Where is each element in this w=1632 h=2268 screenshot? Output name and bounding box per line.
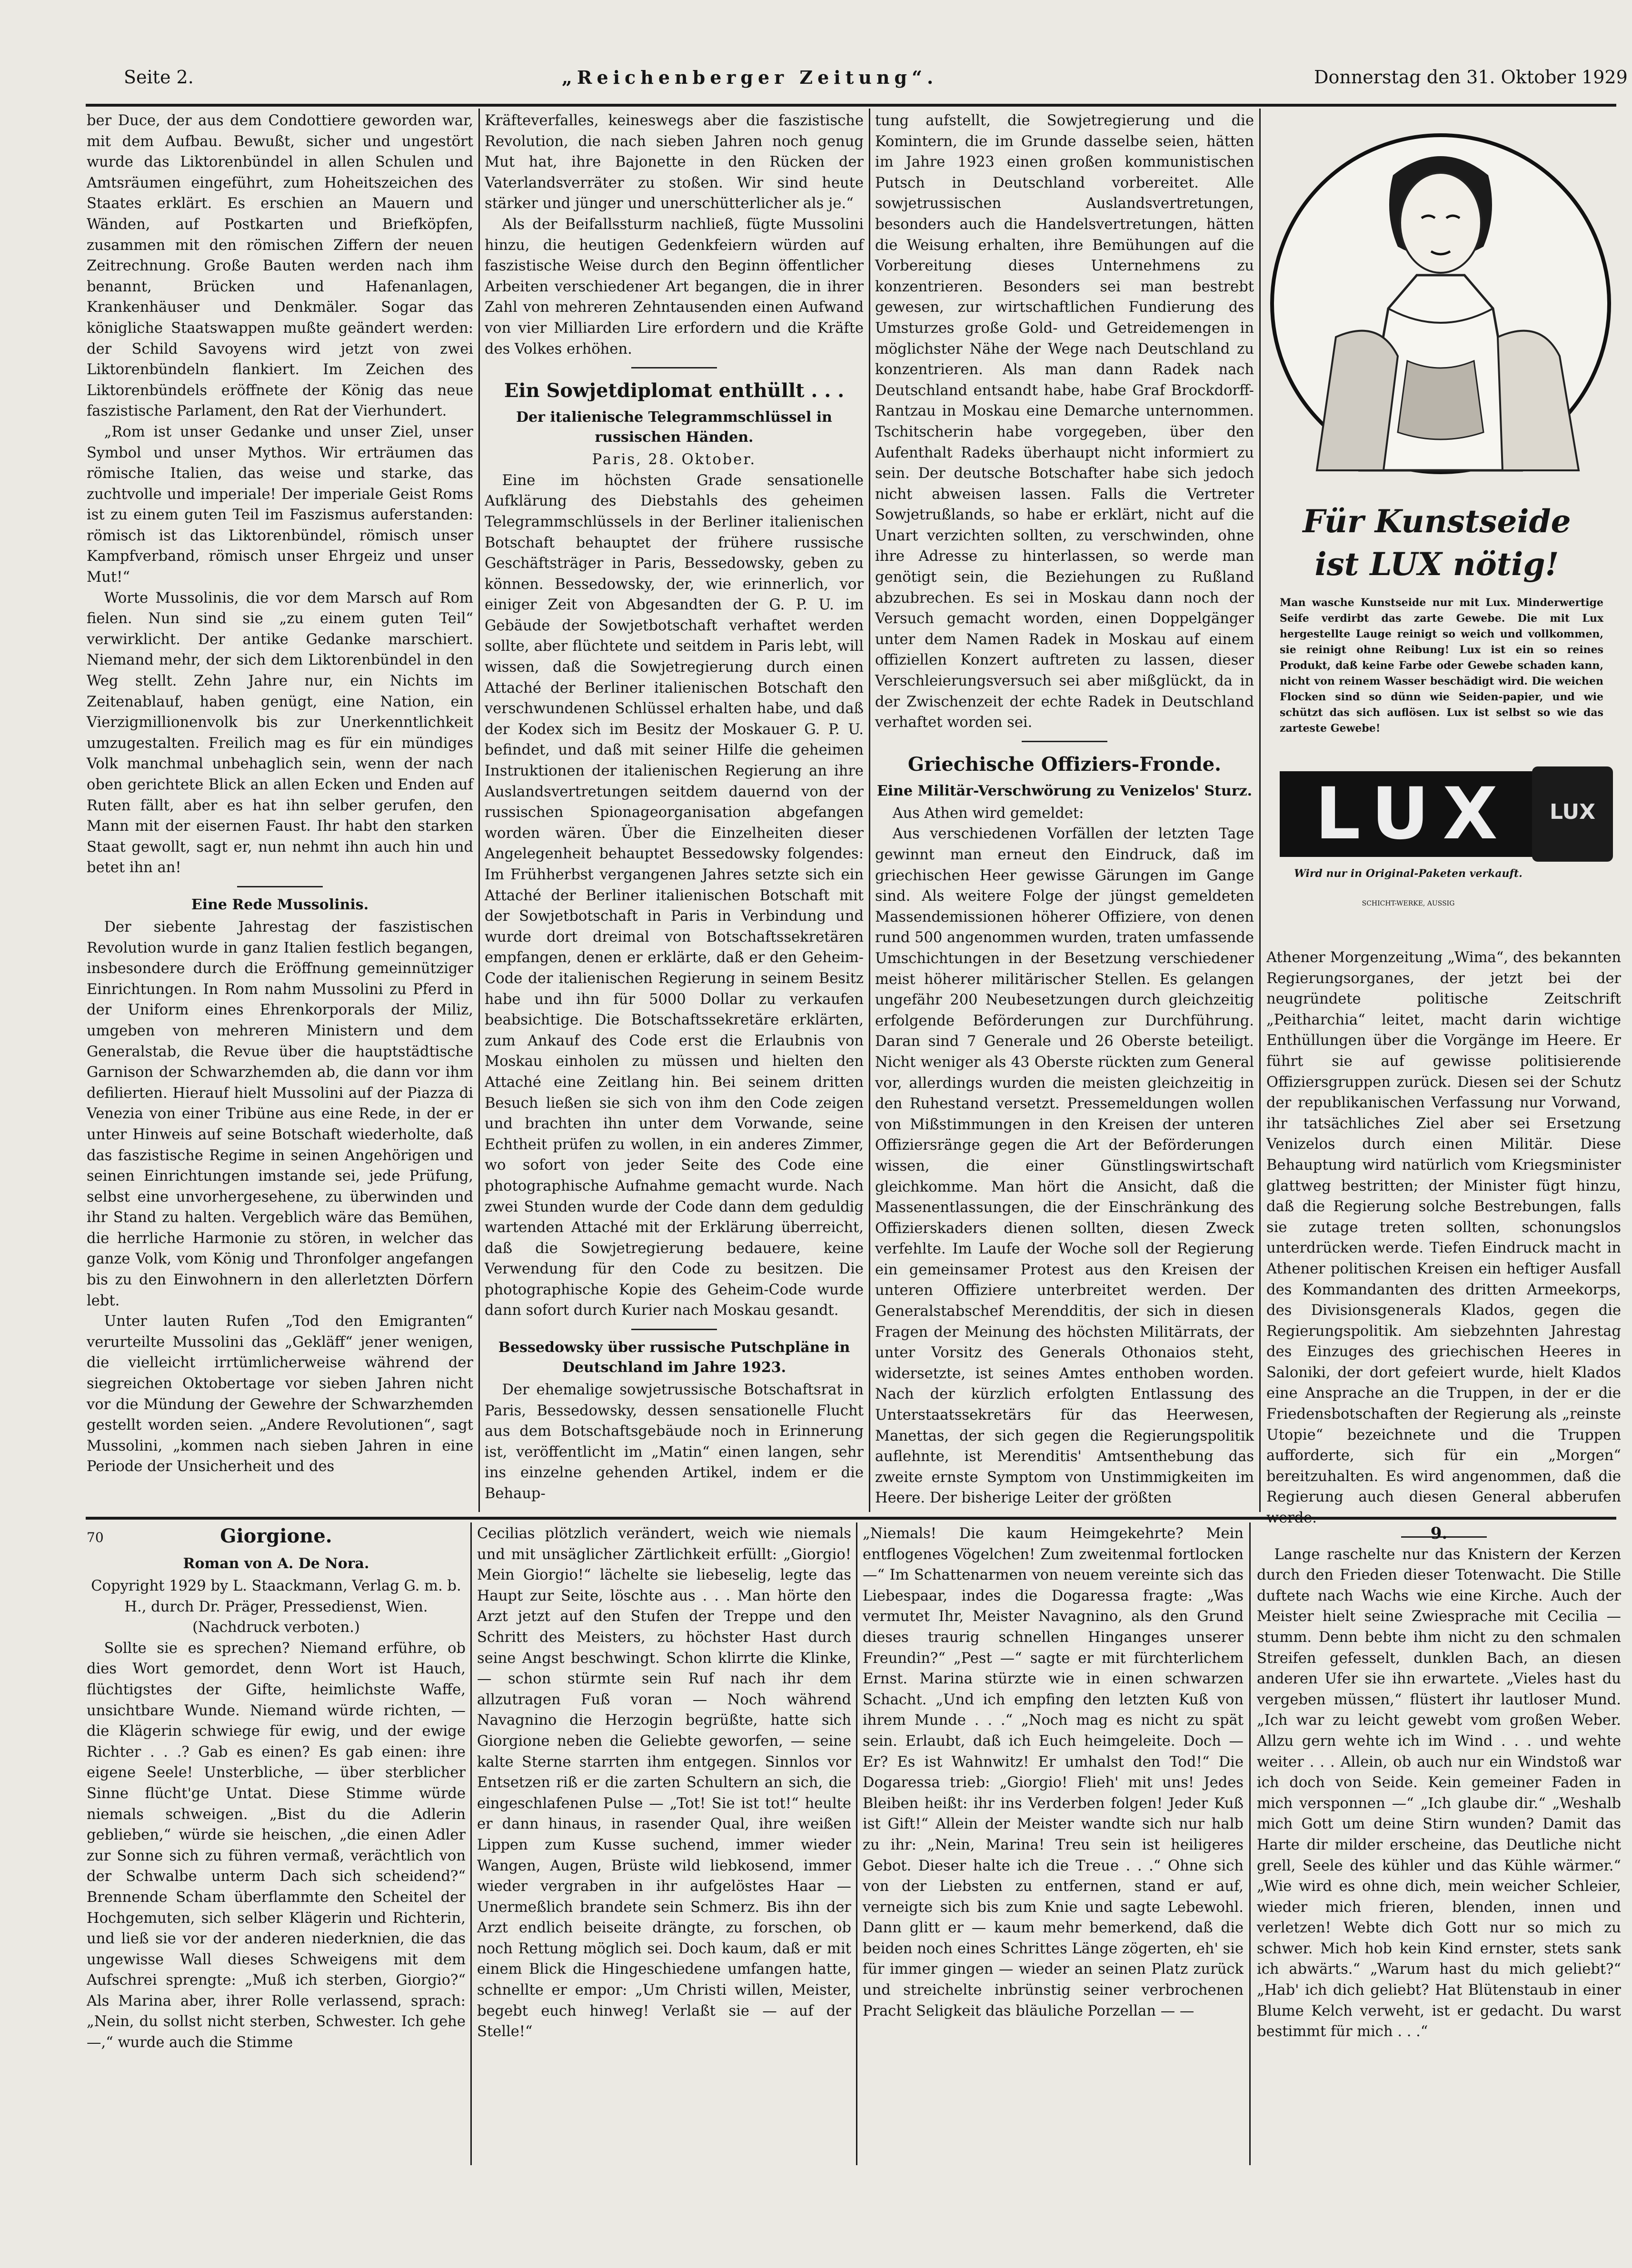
newspaper-title: „Reichenberger Zeitung“. xyxy=(562,67,938,88)
novel-title: Giorgione. xyxy=(220,1525,332,1547)
woman-illustration-icon xyxy=(1274,137,1607,470)
column-rule xyxy=(470,1522,472,2165)
feuilleton-column-3 xyxy=(863,1523,1244,2165)
column-rule xyxy=(478,109,480,1512)
paragraph: Als der Beifallssturm nachließ, fügte Mussolini hinzu, die heutigen Gedenkfeiern würden auf faszistische Weise durch den Beginn öffentlicher Arbeiten verschiedener Art begangen, die in ihrer Zahl von mehreren Zehntausenden einen Aufwand von vier Milliarden Lire erfordern und die Kräfte des Volkes erhöhen. xyxy=(485,216,864,358)
section-divider xyxy=(1022,741,1107,742)
feuilleton-column-4 xyxy=(1257,1523,1621,2165)
paragraph: Athener Morgenzeitung „Wima“, des bekannten Regierungsorganes, der jetzt bei der neugründete politische Zeitschrift „Peitharchia“ leitet, macht darin wichtige Enthüllungen über die Vorgänge im Heere. Er führt sie auf gewisse politisierende Offiziersgruppen zurück. Diesen sei der Schutz der republikanischen Verfassung nur Vorwand, ihr tatsächliches Ziel aber sei Ersetzung Venizelos durch einen Militär. Diese Behauptung wird natürlich vom Kriegsminister glattweg bestritten; der Minister fügt hinzu, daß die Regierung solche Bestrebungen, falls sie zutage treten sollten, schonungslos unterdrücken werde. Tiefen Eindruck macht in Athener politischen Kreisen ein heftiger Ausfall des Kommandanten des dritten Armeekorps, des Divisionsgenerals Klados, gegen die Regierungspolitik. Am siebzehnten Jahrestag des Einzuges des griechischen Heeres in Saloniki, der dort gefeiert wurde, hielt Klados eine Ansprache an die Truppen, in der er die Friedensbotschaften der Regierung als „reinste Utopie“ bezeichnete und die Truppen aufforderte, sich für ein „Morgen“ bereitzuhalten. Es wird angenommen, daß die Regierung auch diesen General abberufen werde. xyxy=(1266,949,1621,1527)
feuilleton-title-row xyxy=(87,1523,466,1552)
novel-text: Sollte sie es sprechen? Niemand erführe, ob dies Wort gemordet, denn Wort ist Hauch, flüchtigstes der Gifte, heimlichste Waffe, unsichtbare Wunde. Niemand würde richten, — die Klägerin schwiege für ewig, und der ewige Richter . . .? Gab es einen? Es gab einen: ihre eigene Seele! Unsterbliche, — über sterblicher Sinne flücht'ge Untat. Diese Stimme würde niemals schweigen. „Bist du die Adlerin geblieben,“ würde sie heischen, „die einen Adler zur Sonne sich zu führen vermaß, verächtlich von der Schwalbe unterm Dach sich scheidend?“ Brennende Scham überflammte den Scheitel der Hochgemuten, sich selber Klägerin und Richterin, und ließ sie vor der anderen niederknien, die das ungewisse Wall dieses Schweigens mit dem Aufschrei sprengte: „Muß ich sterben, Giorgio?“ Als Marina aber, ihrer Rolle verlassend, sprach: „Nein, du sollst nicht sterben, Schwester. Ich gehe —,“ wurde auch die Stimme xyxy=(87,1640,466,2051)
column-rule xyxy=(856,1522,857,2165)
advert-footer: Wird nur in Original-Paketen verkauft. xyxy=(1294,867,1523,880)
column-rule xyxy=(869,109,870,1512)
paragraph: Der siebente Jahrestag der faszistischen Revolution wurde in ganz Italien festlich begangen, insbesondere durch die Eröffnung gemeinnütziger Einrichtungen. In Rom nahm Mussolini zu Pferd in der Uniform eines Ehrenkorporals der Miliz, umgeben von mehreren Ministern und dem Generalstab, die Revue über die hauptstädtische Garnison der Schwarzhemden ab, die dann vor ihm defilierten. Hierauf hielt Mussolini auf der Piazza di Venezia von einer Tribüne aus eine Rede, in der er unter Hinweis auf seine Botschaft wiederholte, daß das faszistische Regime in seinen Angehörigen und seinen Einrichtungen imstande sei, jede Prüfung, selbst eine unvorhergesehene, zu überwinden und ihr Stand zu halten. Vergeblich wäre das Bemühen, die herrliche Harmonie zu stören, in welcher das ganze Volk, vom König und Thronfolger angefangen bis zu den Einwohnern in den allerletzten Dörfern lebt. xyxy=(87,918,473,1309)
article-headline: Ein Sowjetdiplomat enthüllt . . . xyxy=(504,379,845,402)
paragraph: ber Duce, der aus dem Condottiere geworden war, mit dem Aufbau. Bewußt, sicher und ungestört wurde das Liktorenbündel in allen Schulen und Amtsräumen eingeführt, zum Hoheitszeichen des Staates erklärt. Es erschien an Mauern und Wänden, auf Postkarten und Briefköpfen, zusammen mit den römischen Ziffern der neuen Zeitrechnung. Große Bauten werden nach ihm benannt, Brücken und Hafenanlagen, Krankenhäuser und Denkmäler. Sogar das königliche Staatswappen mußte geändert werden: der Schild Savoyens wird jetzt von zwei Liktorenbündeln flankiert. Im Zeichen des Liktorenbündels eröffnete der König das neue faszistische Parlament, den Rat der Vierhundert. xyxy=(87,112,473,420)
quote-paragraph: „Rom ist unser Gedanke und unser Ziel, unser Symbol und unser Mythos. Wir erträumen das römische Italien, das weise und starke, das zuchtvolle und imperiale! Der imperiale Geist Roms ist zu einem guten Teil im Faszismus auferstanden: römisch ist das Liktorenbündel, römisch unser Kampfverband, römisch unser Ehrgeiz und unser Mut!“ xyxy=(87,423,473,586)
section-divider xyxy=(237,886,323,887)
reprint-notice: (Nachdruck verboten.) xyxy=(192,1619,360,1636)
advert-headline xyxy=(1261,500,1613,586)
page-number: Seite 2. xyxy=(124,67,194,88)
paragraph: Kräfteverfalles, keineswegs aber die faszistische Revolution, die nach sieben Jahren noch genug Mut hat, ihre Bajonette in den Rücken der Vaterlandsverräter zu stoßen. Wir sind heute stärker und jünger und unerschütterlicher als je.“ xyxy=(485,112,864,212)
page-header xyxy=(0,67,1632,100)
article-column-2 xyxy=(485,110,864,1513)
copyright-note: Copyright 1929 by L. Staackmann, Verlag G. m. b. H., durch Dr. Präger, Pressedienst, Wien. xyxy=(91,1578,461,1615)
lux-package-label: LUX xyxy=(1549,800,1596,824)
article-subheadline: Eine Militär-Verschwörung zu Venizelos' Sturz. xyxy=(876,782,1253,799)
lux-logo: LUX xyxy=(1280,771,1546,857)
column-rule xyxy=(1249,1522,1251,2165)
novel-text: Lange raschelte nur das Knistern der Kerzen durch den Frieden dieser Totenwacht. Die Stille duftete nach Wachs wie eine Kirche. Auch der Meister hielt seine Zwiesprache mit Cecilia — stumm. Denn bebte ihm nicht zu den schmalen Streifen gefesselt, dunklen Bach, an diesen anderen Ufer sie ihn erwartete. „Vieles hast du vergeben müssen,“ flüstert ihr lautloser Mund. „Ich war zu leicht gewebt vom großen Weber. Allzu gern wehte ich im Wind . . . und wehte weiter . . . Allein, ob auch nur ein Windstoß war ich doch von Seide. Kein gemeiner Faden in mich versponnen —“ „Ich glaube dir.“ „Weshalb mich Gott um deine Stirn wunden? Damit das Harte dir milder erscheine, das Deutliche nicht grell, Seele des kühler und das Kühle wärmer.“ „Wie wird es ohne dich, mein weicher Schleier, wieder mich frieren, blenden, innen und verletzen! Webte dich Gott nur so mich zu schwer. Mich hob kein Kind ernster, stets sank ich abwärts.“ „Warum hast du mich geliebt?“ „Hab' ich dich geliebt? Hat Blütenstaub in einer Blume Kelch verweht, ist er gedacht. Du warst bestimmt für mich . . .“ xyxy=(1257,1546,1621,2040)
lux-package-icon xyxy=(1532,766,1613,862)
installment-number: 70 xyxy=(87,1530,104,1545)
article-column-4 xyxy=(1266,947,1621,1527)
section-heading: Bessedowsky über russische Putschpläne in Deutschland im Jahre 1923. xyxy=(498,1339,850,1376)
feuilleton-column-2 xyxy=(477,1523,851,2165)
issue-date: Donnerstag den 31. Oktober 1929 xyxy=(1314,67,1628,88)
advert-illustration xyxy=(1270,133,1611,474)
advert-manufacturer: SCHICHT-WERKE, AUSSIG xyxy=(1362,900,1455,907)
novel-byline: Roman von A. De Nora. xyxy=(183,1555,369,1572)
paragraph: Eine im höchsten Grade sensationelle Aufklärung des Diebstahls des geheimen Telegrammschlüssels in der Berliner italienischen Botschaft behauptet der frühere russische Geschäftsträger in Paris, Bessedowsky, geben zu können. Bessedowsky, der, wie erinnerlich, vor einiger Zeit von Abgesandten der G. P. U. im Gebäude der Sowjetbotschaft verhaftet werden sollte, aber flüchtete und seitdem in Paris lebt, will wissen, daß die Sowjetregierung durch einen Attaché der Berliner italienischen Botschaft den verschwundenen Schlüssel erhalten habe, und daß der Kodex sich im Besitz der Moskauer G. P. U. befindet, und daß mit seiner Hilfe die geheimen Instruktionen der italienischen Regierung an ihre Auslandsvertretungen seitdem dauernd von der russischen Spionageorganisation abgefangen worden wären. Über die Einzelheiten dieser Angelegenheit behauptet Bessedowsky folgendes: Im Frühherbst vergangenen Jahres setzte sich ein Attaché der Berliner italienischen Botschaft mit der Sowjetbotschaft in Paris in Verbindung und wurde dort dreimal von Botschaftssekretären empfangen, denen er erklärte, daß er den Geheim-Code der italienischen Regierung in seinem Besitz habe und ihn für 5000 Dollar zu verkaufen beabsichtige. Die Botschaftssekretäre erklärten, zum Ankauf des Code erst die Erlaubnis von Moskau einholen zu müssen und hielten den Attaché eine Zeitlang hin. Bei seinem dritten Besuch ließen sie sich von ihm den Code zeigen und brachten ihn unter dem Vorwande, seine Echtheit prüfen zu wollen, in ein anderes Zimmer, wo sofort von jeder Seite des Code eine photographische Aufnahme gemacht wurde. Nach zwei Stunden wurde der Code dann dem geduldig wartenden Attaché mit der Erklärung überreicht, daß die Sowjetregierung bedauere, keine Verwendung für den Code zu besitzen. Die photographische Kopie des Geheim-Code wurde dann sofort durch Kurier nach Moskau gesandt. xyxy=(485,472,864,1319)
article-headline: Griechische Offiziers-Fronde. xyxy=(907,753,1222,776)
advert-headline-line-2: ist LUX nötig! xyxy=(1314,546,1559,583)
dateline: Paris, 28. Oktober. xyxy=(592,451,756,468)
advert-headline-line-1: Für Kunstseide xyxy=(1303,503,1571,540)
section-divider xyxy=(631,367,717,368)
novel-text: „Niemals! Die kaum Heimgekehrte? Mein entflogenes Vögelchen! Zum zweitenmal fortlocken —“ Im Schattenarmen von neuem vereinte sich das Liebespaar, indes die Dogaressa fragte: „Was vermutet Ihr, Meister Navagnino, als den Grund dieses traurig schnellen Hinganges unserer Freundin?“ „Pest —“ sagte er mit fürchterlichem Ernst. Marina stürzte wie in einen schwarzen Schacht. „Und ich empfing den letzten Kuß von ihrem Munde . . .“ „Noch mag es nicht zu spät sein. Erlaubt, daß ich Euch heimgeleite. Doch — Er? Es ist Wahnwitz! Er umhalst den Tod!“ Die Dogaressa trieb: „Giorgio! Flieh' mit uns! Jedes Bleiben heißt: ihr ins Verderben folgen! Jeder Kuß ist Gift!“ Allein der Meister wandte sich nur halb zu ihr: „Nein, Marina! Treu sein ist heiligeres Gebot. Dieser halte ich die Treue . . .“ Ohne sich von der Liebsten zu entfernen, stand er auf, verneigte sich bis zum Knie und sagte Lebewohl. Dann glitt er — kaum mehr bemerkend, daß die beiden noch eines Schrittes Länge zögerten, eh' sie für immer gingen — wieder an seinen Platz zurück und streichelte inbrünstig seiner verbrochenen Pracht Seligkeit das bläuliche Porzellan — — xyxy=(863,1525,1244,2019)
paragraph: Der ehemalige sowjetrussische Botschaftsrat in Paris, Bessedowsky, dessen sensationelle Flucht aus dem Botschaftsgebäude noch in Erinnerung ist, veröffentlicht im „Matin“ einen langen, sehr ins einzelne gehenden Artikel, indem er die Behaup- xyxy=(485,1382,864,1502)
article-subheadline: Der italienische Telegrammschlüssel in russischen Händen. xyxy=(516,409,832,446)
article-column-3 xyxy=(875,110,1254,1513)
lux-advertisement xyxy=(1261,105,1613,933)
advert-body: Man wasche Kunstseide nur mit Lux. Minderwertige Seife verdirbt das zarte Gewebe. Die mit Lux hergestellte Lauge reinigt so weich und vollkommen, sie reinigt ohne Reibung! Lux ist ein so reines Produkt, daß keine Farbe oder Gewebe schaden kann, nicht von reinem Wasser beschädigt wird. Die weichen Flocken sind so dünn wie Seiden-papier, und wie schützt das sich auflösen. Lux ist selbst so wie das zarteste Gewebe! xyxy=(1280,597,1603,735)
paragraph: Worte Mussolinis, die vor dem Marsch auf Rom fielen. Nun sind sie „zu einem guten Teil“ verwirklicht. Der antike Gedanke marschiert. Niemand mehr, der sich dem Liktorenbündel in den Weg stellt. Zehn Jahre nur, ein Nichts im Zeitenablauf, haben genügt, eine Nation, ein Vierzigmillionenvolk bis zur Unerkenntlichkeit umzugestalten. Freilich mag es für ein mündiges Volk manchmal unbehaglich sein, wenn der nach oben gerichtete Blick an allen Ecken und Enden auf Ruten fällt, aber es hat ihn selber gerufen, den Mann mit der eisernen Faust. Ihr habt den starken Staat gewollt, sagt er, nun nehmt ihn auch hin und betet ihn an! xyxy=(87,589,473,876)
article-column-1 xyxy=(87,110,473,1513)
feuilleton-column-1 xyxy=(87,1523,466,2165)
paragraph: tung aufstellt, die Sowjetregierung und die Komintern, die im Grunde dasselbe seien, hätten im Jahre 1923 einen großen kommunistischen Putsch in Deutschland vorbereitet. Alle sowjetrussischen Auslandsvertretungen, besonders auch die Handelsvertretungen, hätten die Weisung erhalten, ihre Bemühungen auf die Vorbereitung dieses Unternehmens zu konzentrieren. Besonders sei man bestrebt gewesen, zur wirtschaftlichen Fundierung des Umsturzes große Gold- und Getreidemengen in möglichster Nähe der Wege nach Deutschland zu konzentrieren. Als man dann Radek nach Deutschland entsandt habe, habe Graf Brockdorff-Rantzau in Moskau eine Demarche unternommen. Tschitscherin habe vorgegeben, über den Aufenthalt Radeks überhaupt nicht informiert zu sein. Der deutsche Botschafter habe sich jedoch nicht abweisen lassen. Falls die Vertreter Sowjetrußlands, so habe er erklärt, nicht auf die Unart verzichten sollten, zu verschwinden, ohne ihre Adresse zu hinterlassen, so werde man genötigt sein, die Beziehungen zu Rußland abzubrechen. Es sei in Moskau dann noch der Versuch gemacht worden, einen Doppelgänger unter dem Namen Radek in Moskau auf einem offiziellen Konzert auftreten zu lassen, dieser Verschleierungsversuch sei aber mißglückt, da in der Zwischenzeit der echte Radek in Deutschland verhaftet worden sei. xyxy=(875,112,1254,731)
chapter-number: 9. xyxy=(1430,1524,1448,1543)
paragraph: Aus verschiedenen Vorfällen der letzten Tage gewinnt man erneut den Eindruck, daß im griechischen Heer gewisse Gärungen im Gange sind. Als weitere Folge der jüngst gemeldeten Massendemissionen höherer Offiziere, von denen rund 500 angenommen wurden, traten umfassende Umschichtungen in der Besetzung verschiedener meist höherer militärischer Stellen. Es gelangen ungefähr 200 Neubesetzungen durch gleichzeitig erfolgende Beförderungen zur Durchführung. Daran sind 7 Generale und 26 Oberste beteiligt. Nicht weniger als 43 Oberste rückten zum General vor, allerdings wurden die meisten gleichzeitig in den Ruhestand versetzt. Pressemeldungen wollen von Mißstimmungen in den Kreisen der unteren Offiziersränge gegen die Art der Beförderungen wissen, die einer Günstlingswirtschaft gleichkomme. Man hört die Ansicht, daß die Massenentlassungen, die der Einschränkung des Offizierskaders dienen sollten, diesen Zweck verfehlte. Im Laufe der Woche soll der Regierung ein gemeinsamer Protest aus den Kreisen der unteren Offiziere unterbreitet werden. Der Generalstabschef Merendditis, der sich in diesen Fragen der Meinung des höchsten Militärrats, der unter Vorsitz des Generals Othonaios steht, widersetzte, ist seines Amtes enthoben worden. Nach der kürzlich erfolgten Entlassung des Unterstaatssekretärs für das Heerwesen, Manettas, der sich gegen die Regierungspolitik auflehnte, ist Merenditis' Amtsenthebung das zweite ernste Symptom von Unstimmigkeiten im Heere. Der bisherige Leiter der größten xyxy=(875,826,1254,1507)
section-heading: Eine Rede Mussolinis. xyxy=(191,896,369,913)
novel-text: Cecilias plötzlich verändert, weich wie niemals und mit unsäglicher Zärtlichkeit erfüllt: „Giorgio! Mein Giorgio!“ lächelte sie liebeselig, legte das Haupt zur Seite, löschte aus . . . Man hörte den Arzt jetzt auf den Stufen der Treppe und den Schritt des Meisters, zu höchster Hast durch seine Angst beschwingt. Schon klirrte die Klinke, — schon stürmte sein Ruf nach ihr dem allzutragen Fuß voran — Noch während Navagnino die Herzogin begrüßte, hatte sich Giorgione neben die Geliebte geworfen, — seine kalte Sterne starrten ihm entgegen. Sinnlos vor Entsetzen riß er die zarten Schultern an sich, die eingeschlafenen Pulse — „Tot! Sie ist tot!“ heulte er dann hinaus, in rasender Qual, ihre weißen Lippen zum Kusse suchend, immer wieder Wangen, Augen, Brüste wild liebkosend, immer wieder vergraben in ihr aufgelöstes Haar — Unermeßlich brandete sein Schmerz. Bis ihn der Arzt endlich beiseite drängte, zu forschen, ob noch Rettung möglich sei. Doch kaum, daß er mit einem Blick die Hingeschiedene umfangen hatte, schnellte er empor: „Um Christi willen, Meister, begebt euch hinweg! Verlaßt sie — auf der Stelle!“ xyxy=(477,1525,851,2040)
paragraph: Aus Athen wird gemeldet: xyxy=(892,805,1084,822)
paragraph: Unter lauten Rufen „Tod den Emigranten“ verurteilte Mussolini das „Gekläff“ jener wenigen, die vielleicht irrtümlicherweise während der siegreichen Oktobertage vor sieben Jahren nicht vor die Mündung der Gewehre der Schwarzhemden gestellt worden seien. „Andere Revolutionen“, sagt Mussolini, „kommen nach sieben Jahren in eine Periode der Unsicherheit und des xyxy=(87,1313,473,1475)
section-divider xyxy=(631,1329,717,1330)
